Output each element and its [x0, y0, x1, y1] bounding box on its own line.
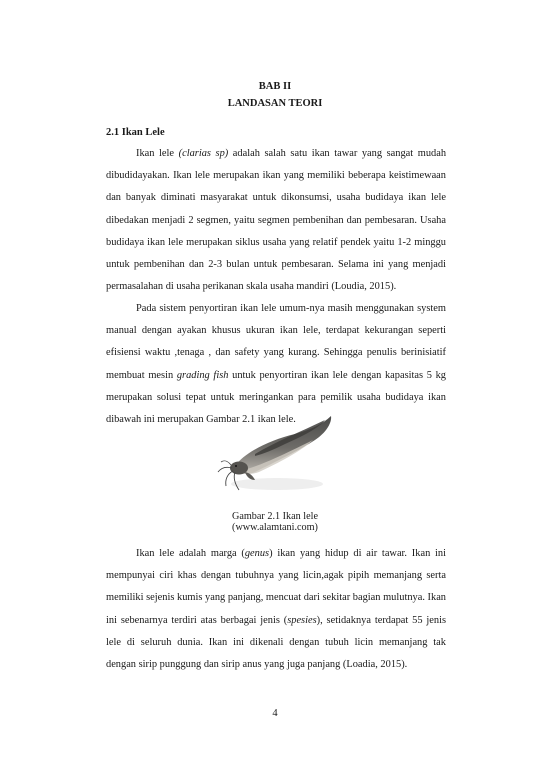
paragraph-3: [106, 543, 446, 676]
catfish-photo-icon: [215, 402, 335, 497]
paragraph-line: manual dengan ayakan khusus ukuran ikan lele, terdapat kekurangan seperti: [106, 325, 446, 337]
figure-source: (www.alamtani.com): [232, 522, 318, 533]
paragraph-line: dibudidayakan. Ikan lele merupakan ikan yang memiliki beberapa keistimewaan: [106, 170, 446, 182]
paragraph-line: untuk pembenihan dan 2-3 bulan untuk pembesaran. Selama ini yang menjadi: [106, 258, 446, 270]
paragraph-line: dibedakan menjadi 2 segmen, yaitu segmen pembenihan dan pembesaran. Usaha: [106, 214, 446, 226]
italic-term: spesies: [287, 614, 317, 626]
paragraph-line: budidaya ikan lele merupakan siklus usaha yang relatif pendek yaitu 1-2 minggu: [106, 236, 446, 248]
page-number: 4: [272, 708, 278, 719]
paragraph-line: ini sebenarnya terdiri atas berbagai jenis (spesies), setidaknya terdapat 55 jenis: [106, 614, 446, 626]
paragraph-line: memiliki sejenis kumis yang panjang, mencuat dari sekitar bagian mulutnya. Ikan: [106, 592, 446, 604]
paragraph-line: dengan sirip punggung dan sirip anus yang juga panjang (Loadia, 2015).: [106, 658, 408, 670]
paragraph-line: efisiensi waktu ,tenaga , dan safety yang kurang. Sehingga penulis berinisiatif: [106, 347, 446, 359]
paragraph-line: merupakan solusi tepat untuk meringankan para pemilik usaha budidaya ikan: [106, 391, 446, 403]
chapter-title: LANDASAN TEORI: [227, 98, 323, 109]
paragraph-line: mempunyai ciri khas dengan tubuhnya yang licin,agak pipih memanjang serta: [106, 570, 446, 582]
section-heading: 2.1 Ikan Lele: [106, 127, 165, 138]
paragraph-line: Ikan lele (clarias sp) adalah salah satu ikan tawar yang sangat mudah: [136, 148, 446, 159]
italic-term: genus: [244, 548, 270, 559]
paragraph-line: dibawah ini merupakan Gambar 2.1 ikan lele.: [106, 413, 296, 425]
figure-caption: Gambar 2.1 Ikan lele: [232, 511, 318, 522]
paragraph-line: Pada sistem penyortiran ikan lele umum-nya masih menggunakan system: [136, 303, 446, 314]
paragraph-line: lele di seluruh dunia. Ikan ini dikenali dengan tubuh licin memanjang tak: [106, 636, 446, 648]
italic-term: grading fish: [176, 369, 229, 381]
paragraph-1: [106, 143, 446, 298]
chapter-number: BAB II: [258, 81, 292, 92]
paragraph-line: permasalahan di usaha perikanan skala usaha mandiri (Loudia, 2015).: [106, 281, 397, 293]
scientific-name: (clarias sp): [178, 148, 229, 159]
paragraph-line: dan banyak diminati masyarakat untuk dikonsumsi, usaha budidaya ikan lele: [106, 192, 446, 204]
paragraph-line: Ikan lele adalah marga (genus) ikan yang hidup di air tawar. Ikan ini: [136, 548, 446, 559]
paragraph-line: membuat mesin grading fish untuk penyortiran ikan lele dengan kapasitas 5 kg: [106, 369, 446, 381]
